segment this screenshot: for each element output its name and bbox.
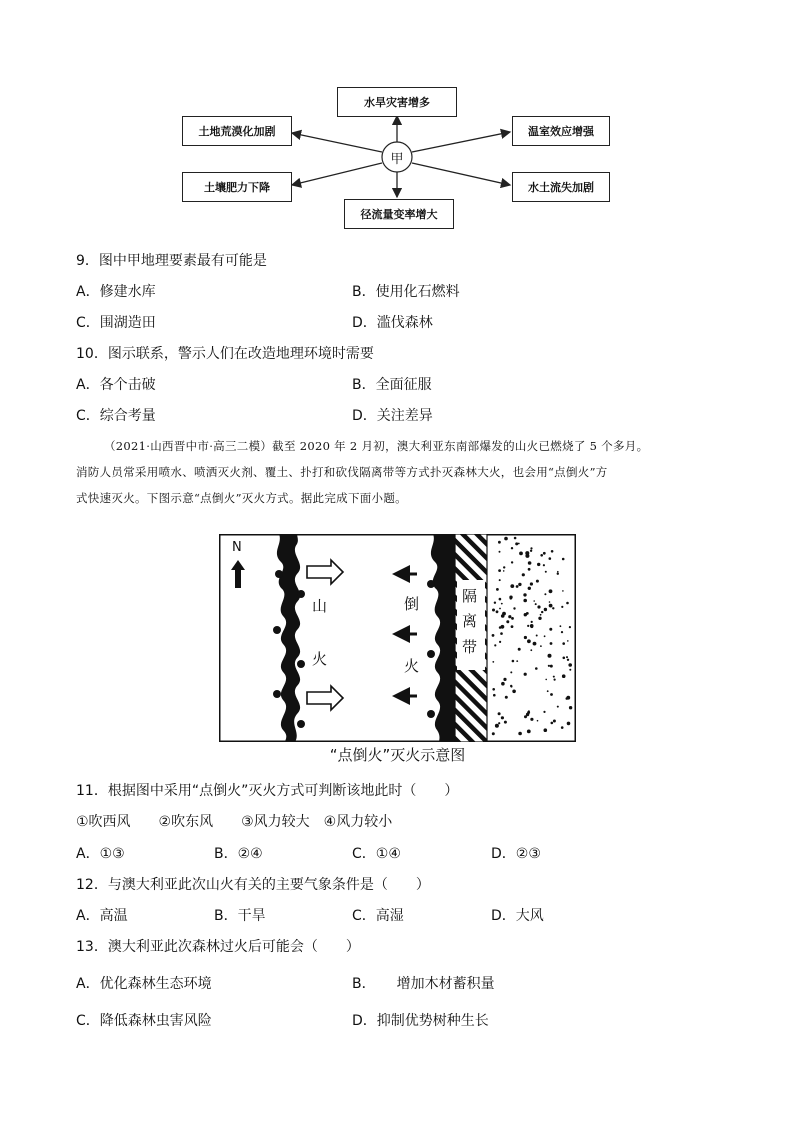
node-top-left: 土地荒漠化加剧 [182,116,292,146]
label-li: 离 [462,612,478,630]
q9-stem: 9．图中甲地理要素最有可能是 [76,253,267,269]
passage-line-2: 消防人员常采用喷水、喷洒灭火剂、覆土、扑打和砍伐隔离带等方式扑灭森林大火，也会用“点倒火”方 [76,465,608,479]
north-label: N [232,540,242,555]
node-top: 水旱灾害增多 [337,87,457,117]
q10-stem: 10．图示联系，警示人们在改造地理环境时需要 [76,346,374,362]
q11-option-a: A．①③ [76,846,125,862]
q9-option-a: A．修建水库 [76,284,156,300]
q10-option-a: A．各个击破 [76,377,156,393]
q11-statements: ①吹西风 ②吹东风 ③风力较大 ④风力较小 [76,814,393,830]
q13-option-c: C．降低森林虫害风险 [76,1013,212,1029]
label-dai: 带 [462,638,478,656]
node-bottom-left: 土壤肥力下降 [182,172,292,202]
label-shan: 山 [312,597,328,615]
q12-option-b: B．干旱 [214,908,266,924]
q12-stem: 12．与澳大利亚此次山火有关的主要气象条件是（ ） [76,877,430,893]
q9-option-b: B．使用化石燃料 [352,284,460,300]
q13-option-b: B． 增加木材蓄积量 [352,976,495,992]
q13-option-d: D．抑制优势树种生长 [352,1013,489,1029]
node-top-right: 温室效应增强 [512,116,610,146]
q9-option-d: D．滥伐森林 [352,315,433,331]
passage-line-3: 式快速灭火。下图示意“点倒火”灭火方式。据此完成下面小题。 [76,491,407,505]
q12-option-c: C．高湿 [352,908,404,924]
q13-stem: 13．澳大利亚此次森林过火后可能会（ ） [76,939,360,955]
label-huo-2: 火 [404,657,420,675]
q11-option-d: D．②③ [491,846,541,862]
backfire-figure [219,534,576,742]
q10-option-c: C．综合考量 [76,408,156,424]
node-bottom: 径流量变率增大 [344,199,454,229]
q12-option-a: A．高温 [76,908,128,924]
passage-line-1: （2021·山西晋中市·高三二模）截至 2020 年 2 月初，澳大利亚东南部爆发的山火已燃烧了 5 个多月。 [104,439,649,453]
q11-option-b: B．②④ [214,846,263,862]
q11-stem: 11．根据图中采用“点倒火”灭火方式可判断该地此时（ ） [76,783,459,799]
node-bottom-right: 水土流失加剧 [512,172,610,202]
q10-option-b: B．全面征服 [352,377,432,393]
q9-option-c: C．围湖造田 [76,315,156,331]
label-huo-1: 火 [312,650,328,668]
q12-option-d: D．大风 [491,908,544,924]
label-dao: 倒 [404,595,420,613]
label-ge: 隔 [462,587,478,605]
figure-caption: “点倒火”灭火示意图 [329,746,466,764]
q10-option-d: D．关注差异 [352,408,433,424]
center-node-label: 甲 [390,152,404,167]
q13-option-a: A．优化森林生态环境 [76,976,212,992]
q11-option-c: C．①④ [352,846,401,862]
